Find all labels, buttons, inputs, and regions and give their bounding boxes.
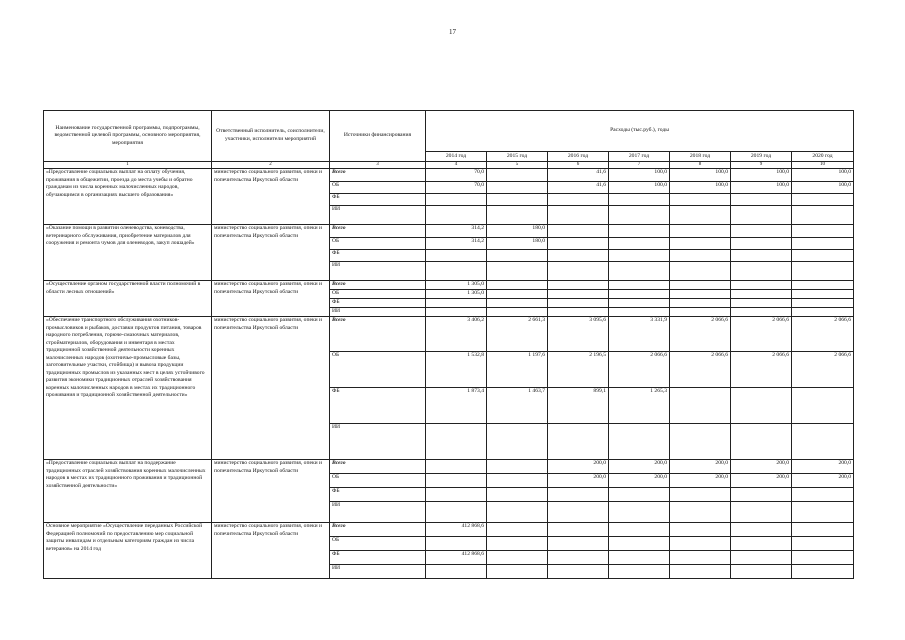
expense-value <box>731 523 792 537</box>
expense-value: 100,0 <box>792 182 854 194</box>
expense-value <box>609 225 670 238</box>
expense-value <box>609 238 670 250</box>
expense-value <box>731 206 792 225</box>
expense-value <box>548 281 609 290</box>
expense-value <box>487 262 548 281</box>
expense-value <box>609 565 670 579</box>
expense-value <box>792 502 854 523</box>
expense-value <box>609 502 670 523</box>
expense-value <box>670 262 731 281</box>
program-name: «Предоставление социальных выплат на поддержание традиционных отраслей хозяйствования коренных малочисленных народов в местах их традиционного проживания и традиционной хозяйственной деятельности» <box>44 460 212 523</box>
expense-value <box>731 502 792 523</box>
expense-value <box>426 488 487 502</box>
expense-value <box>609 308 670 317</box>
expense-value <box>792 551 854 565</box>
expense-value <box>670 250 731 262</box>
expense-value: 2 196,5 <box>548 352 609 388</box>
expense-value <box>792 308 854 317</box>
expense-value <box>487 250 548 262</box>
expense-value <box>670 299 731 308</box>
column-index: 6 <box>548 162 609 169</box>
expense-value <box>670 537 731 551</box>
expense-value <box>609 523 670 537</box>
expense-value <box>609 194 670 206</box>
expense-value <box>548 206 609 225</box>
expense-value <box>426 460 487 474</box>
column-index: 7 <box>609 162 670 169</box>
executor-name: министерство социального развития, опеки и попечительства Иркутской области <box>212 523 330 579</box>
expense-value <box>426 194 487 206</box>
expense-value: 100,0 <box>609 169 670 182</box>
expense-value: 200,0 <box>548 474 609 488</box>
header-executor: Ответственный исполнитель, соисполнители, участники, исполнители мероприятий <box>212 111 330 162</box>
budget-table <box>43 110 854 579</box>
expense-value: 200,0 <box>670 460 731 474</box>
expense-value <box>609 206 670 225</box>
table-row <box>44 281 854 290</box>
expense-value <box>426 565 487 579</box>
funding-source: ФБ <box>330 250 426 262</box>
funding-source: ОБ <box>330 474 426 488</box>
expense-value <box>548 551 609 565</box>
funding-source: ФБ <box>330 388 426 424</box>
expense-value <box>487 299 548 308</box>
expense-value: 100,0 <box>792 169 854 182</box>
funding-source: ФБ <box>330 194 426 206</box>
executor-name: министерство социального развития, опеки и попечительства Иркутской области <box>212 225 330 281</box>
expense-value: 899,1 <box>548 388 609 424</box>
expense-value <box>670 565 731 579</box>
executor-name: министерство социального развития, опеки и попечительства Иркутской области <box>212 460 330 523</box>
expense-value <box>670 523 731 537</box>
expense-value <box>731 225 792 238</box>
funding-source: ФБ <box>330 299 426 308</box>
expense-value <box>609 299 670 308</box>
expense-value: 2 066,6 <box>731 352 792 388</box>
header-year: 2014 год <box>426 152 487 162</box>
expense-value <box>487 460 548 474</box>
expense-value <box>731 238 792 250</box>
expense-value <box>670 194 731 206</box>
expense-value: 1 873,4 <box>426 388 487 424</box>
expense-value <box>548 299 609 308</box>
executor-name: министерство социального развития, опеки и попечительства Иркутской области <box>212 317 330 460</box>
expense-value <box>487 537 548 551</box>
table-row <box>44 317 854 352</box>
expense-value: 70,0 <box>426 169 487 182</box>
expense-value <box>670 281 731 290</box>
expense-value <box>548 262 609 281</box>
funding-source: ФБ <box>330 551 426 565</box>
program-name: «Обеспечение транспортного обслуживания охотников-промысловиков и рыбаков, доставки продуктов питания, товаров народного потребления, горюче-смазочных материалов, стройматериалов, оборудования и инвентаря в местах традиционной хозяйственной деятельности коренных малочисленных народов (охотничье-промысловые базы, заготовительные участки, стойбища) и вывоза продукции традиционных промыслов из указанных мест в целях устойчивого развития экономики традиционных отраслей хозяйствования коренных малочисленных народов в местах их традиционного проживания и традиционной хозяйственной деятельности» <box>44 317 212 460</box>
expense-value: 3 406,2 <box>426 317 487 352</box>
expense-value <box>792 250 854 262</box>
funding-source: Всего <box>330 523 426 537</box>
table-body <box>44 169 854 579</box>
expense-value: 2 066,6 <box>670 317 731 352</box>
expense-value <box>426 250 487 262</box>
funding-source: ОБ <box>330 182 426 194</box>
column-index: 3 <box>330 162 426 169</box>
expense-value <box>426 299 487 308</box>
expense-value: 200,0 <box>609 474 670 488</box>
expense-value <box>609 537 670 551</box>
expense-value: 2 661,3 <box>487 317 548 352</box>
expense-value <box>731 388 792 424</box>
expense-value <box>548 502 609 523</box>
expense-value: 2 066,6 <box>792 352 854 388</box>
page-number: 17 <box>449 28 456 36</box>
funding-source: ИИ <box>330 206 426 225</box>
expense-value: 180,0 <box>487 225 548 238</box>
expense-value <box>731 262 792 281</box>
header-sources: Источники финансирования <box>330 111 426 162</box>
program-name: Основное мероприятие «Осуществление переданных Российской Федерацией полномочий по предоставлению мер социальной защиты инвалидам и отдельным категориям граждан из числа ветеранов» на 2014 год <box>44 523 212 579</box>
expense-value: 180,0 <box>487 238 548 250</box>
expense-value <box>731 290 792 299</box>
expense-value <box>426 537 487 551</box>
expense-value <box>548 250 609 262</box>
funding-source: ОБ <box>330 537 426 551</box>
program-name: «Оказание помощи в развитии оленеводства, коневодства, ветеринарного обслуживания, приобретение материалов для сооружения и ремонта чумов для оленеводов, закуп лошадей» <box>44 225 212 281</box>
program-name: «Осуществление органом государственной власти полномочий в области лесных отношений» <box>44 281 212 317</box>
expense-value <box>670 308 731 317</box>
expense-value <box>731 194 792 206</box>
expense-value: 3 331,9 <box>609 317 670 352</box>
funding-source: Всего <box>330 317 426 352</box>
funding-source: Всего <box>330 169 426 182</box>
expense-value <box>609 488 670 502</box>
expense-value: 1 532,8 <box>426 352 487 388</box>
expense-value <box>731 488 792 502</box>
expense-value <box>670 290 731 299</box>
expense-value <box>487 169 548 182</box>
expense-value <box>548 565 609 579</box>
funding-source: ОБ <box>330 352 426 388</box>
executor-name: министерство социального развития, опеки и попечительства Иркутской области <box>212 169 330 225</box>
expense-value: 100,0 <box>670 182 731 194</box>
expense-value: 412 868,6 <box>426 551 487 565</box>
expense-value <box>548 225 609 238</box>
column-index: 9 <box>731 162 792 169</box>
expense-value: 100,0 <box>670 169 731 182</box>
expense-value <box>792 523 854 537</box>
expense-value <box>609 250 670 262</box>
expense-value <box>792 238 854 250</box>
expense-value <box>670 424 731 460</box>
expense-value: 412 868,6 <box>426 523 487 537</box>
column-index: 1 <box>44 162 212 169</box>
column-index: 10 <box>792 162 854 169</box>
program-name: «Предоставление социальных выплат на оплату обучения, проживания в общежитии, проезда до места учебы и обратно гражданам из числа коренных малочисленных народов, обучающимся в организациях высшего образования» <box>44 169 212 225</box>
expense-value <box>426 262 487 281</box>
expense-value <box>792 537 854 551</box>
expense-value: 100,0 <box>609 182 670 194</box>
expense-value <box>609 290 670 299</box>
expense-value <box>670 551 731 565</box>
funding-source: Всего <box>330 460 426 474</box>
expense-value <box>792 424 854 460</box>
expense-value: 200,0 <box>792 460 854 474</box>
expense-value <box>426 424 487 460</box>
expense-value <box>487 206 548 225</box>
column-index: 5 <box>487 162 548 169</box>
expense-value: 41,6 <box>548 169 609 182</box>
expense-value <box>609 262 670 281</box>
funding-source: ИИ <box>330 565 426 579</box>
expense-value: 200,0 <box>609 460 670 474</box>
expense-value <box>731 308 792 317</box>
expense-value: 2 066,6 <box>670 352 731 388</box>
expense-value <box>792 206 854 225</box>
expense-value: 3 095,6 <box>548 317 609 352</box>
expense-value <box>609 551 670 565</box>
expense-value: 70,0 <box>426 182 487 194</box>
expense-value: 41,6 <box>548 182 609 194</box>
expense-value <box>670 206 731 225</box>
funding-source: ИИ <box>330 424 426 460</box>
expense-value <box>487 424 548 460</box>
expense-value <box>487 290 548 299</box>
funding-source: Всего <box>330 225 426 238</box>
expense-value <box>731 537 792 551</box>
expense-value <box>487 488 548 502</box>
expense-value <box>548 290 609 299</box>
expense-value <box>670 502 731 523</box>
table-row <box>44 169 854 182</box>
funding-source: ИИ <box>330 262 426 281</box>
expense-value <box>609 424 670 460</box>
header-expenses: Расходы (тыс.руб.), годы <box>426 111 854 152</box>
expense-value: 2 066,6 <box>792 317 854 352</box>
expense-value <box>487 502 548 523</box>
expense-value <box>487 565 548 579</box>
expense-value <box>548 238 609 250</box>
expense-value: 1 305,0 <box>426 281 487 290</box>
funding-source: ОБ <box>330 290 426 299</box>
header-year: 2016 год <box>548 152 609 162</box>
expense-value <box>487 308 548 317</box>
funding-source: ИИ <box>330 502 426 523</box>
expense-value <box>731 551 792 565</box>
expense-value: 100,0 <box>731 169 792 182</box>
expense-value <box>548 523 609 537</box>
column-index: 8 <box>670 162 731 169</box>
funding-source: ИИ <box>330 308 426 317</box>
expense-value <box>792 225 854 238</box>
header-year: 2015 год <box>487 152 548 162</box>
expense-value: 1 265,3 <box>609 388 670 424</box>
expense-value <box>609 281 670 290</box>
expense-value <box>792 388 854 424</box>
funding-source: ФБ <box>330 488 426 502</box>
expense-value: 2 066,6 <box>609 352 670 388</box>
expense-value: 200,0 <box>670 474 731 488</box>
expense-value: 1 463,7 <box>487 388 548 424</box>
expense-value: 314,2 <box>426 225 487 238</box>
expense-value <box>426 502 487 523</box>
expense-value <box>426 308 487 317</box>
expense-value <box>426 206 487 225</box>
expense-value <box>792 194 854 206</box>
expense-value <box>731 424 792 460</box>
expense-value <box>792 262 854 281</box>
expense-value <box>426 474 487 488</box>
expense-value <box>548 194 609 206</box>
column-index: 4 <box>426 162 487 169</box>
header-year: 2019 год <box>731 152 792 162</box>
header-year: 2018 год <box>670 152 731 162</box>
expense-value <box>670 225 731 238</box>
expense-value <box>487 551 548 565</box>
expense-value <box>548 424 609 460</box>
expense-value <box>670 488 731 502</box>
expense-value <box>792 290 854 299</box>
header-year: 2017 год <box>609 152 670 162</box>
table-row <box>44 225 854 238</box>
funding-source: ОБ <box>330 238 426 250</box>
funding-source: Всего <box>330 281 426 290</box>
expense-value <box>731 565 792 579</box>
header-year: 2020 год <box>792 152 854 162</box>
expense-value: 2 066,6 <box>731 317 792 352</box>
expense-value <box>487 194 548 206</box>
header-program: Наименование государственной программы, подпрограммы, ведомственной целевой программы, основного мероприятия, мероприятия <box>44 111 212 162</box>
expense-value <box>548 308 609 317</box>
expense-value <box>487 281 548 290</box>
expense-value: 200,0 <box>731 460 792 474</box>
expense-value <box>792 299 854 308</box>
expense-value: 1 197,6 <box>487 352 548 388</box>
expense-value <box>487 182 548 194</box>
expense-value <box>792 281 854 290</box>
expense-value <box>487 474 548 488</box>
expense-value: 314,2 <box>426 238 487 250</box>
expense-value <box>548 488 609 502</box>
expense-value <box>548 537 609 551</box>
expense-value <box>731 299 792 308</box>
table-row <box>44 523 854 537</box>
expense-value <box>792 488 854 502</box>
expense-value: 200,0 <box>731 474 792 488</box>
expense-value: 100,0 <box>731 182 792 194</box>
expense-value <box>670 388 731 424</box>
expense-value <box>792 565 854 579</box>
expense-value <box>487 523 548 537</box>
column-index: 2 <box>212 162 330 169</box>
expense-value: 200,0 <box>792 474 854 488</box>
expense-value: 200,0 <box>548 460 609 474</box>
expense-value <box>731 250 792 262</box>
expense-value: 1 305,0 <box>426 290 487 299</box>
expense-value <box>670 238 731 250</box>
table-row <box>44 460 854 474</box>
executor-name: министерство социального развития, опеки и попечительства Иркутской области <box>212 281 330 317</box>
expense-value <box>731 281 792 290</box>
